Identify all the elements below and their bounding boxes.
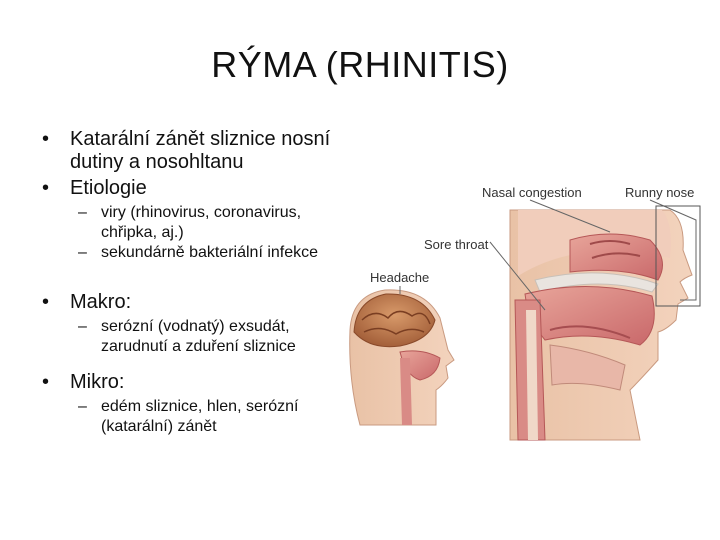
bullet-list [40,128,360,437]
sub-bullet-item [40,397,360,437]
anatomy-illustration [340,180,720,450]
bullet-dot: • [42,291,50,313]
bullet-text: Mikro: [70,371,125,393]
head-cross-section [510,210,692,440]
sub-bullet-text: serózní (vodnatý) exsudát, zarudnutí a zduření sliznice [101,318,296,355]
bullet-item [40,128,360,174]
sub-bullet-text: viry (rhinovirus, coronavirus, chřipka, aj.) [101,204,302,241]
bullet-text: Etiologie [70,177,147,199]
sub-bullet-text: edém sliznice, hlen, serózní (katarální) zánět [101,398,299,435]
sub-bullet-dash: – [78,204,87,221]
label-nasal-congestion: Nasal congestion [482,185,582,200]
sub-bullet-item [40,203,360,243]
bullet-dot: • [42,128,50,150]
bullet-item [40,177,360,200]
label-runny-nose: Runny nose [625,185,695,200]
slide-title: RÝMA (RHINITIS) [211,44,509,85]
bullet-text: Katarální zánět sliznice nosní dutiny a nosohltanu [70,128,331,173]
bullet-dot: • [42,371,50,393]
sub-bullet-dash: – [78,318,87,335]
sub-bullet-dash: – [78,398,87,415]
label-headache: Headache [370,270,430,285]
anatomy-figure [340,180,720,450]
small-head-profile [350,290,454,425]
bullet-text: Makro: [70,291,132,313]
bullet-dot: • [42,177,50,199]
sub-bullet-text: sekundárně bakteriální infekce [101,244,319,261]
bullet-item [40,371,360,394]
label-sore-throat: Sore throat [424,237,489,252]
sub-bullet-item [40,317,360,357]
sub-bullet-item [40,243,360,263]
sub-bullet-dash: – [78,244,87,261]
bullet-item [40,291,360,314]
